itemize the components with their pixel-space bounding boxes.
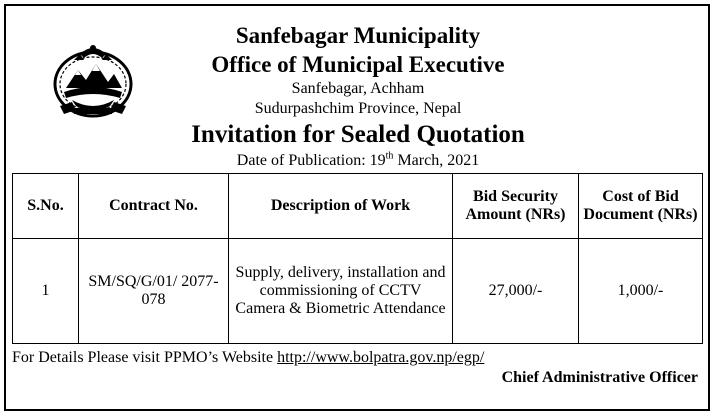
municipality-name: Sanfebagar Municipality (235, 23, 481, 48)
column-header-document-cost: Cost of Bid Document (NRs) (579, 174, 703, 239)
column-header-contract-no: Contract No. (79, 174, 229, 239)
quotation-table (12, 173, 703, 344)
office-name: Office of Municipal Executive (211, 52, 505, 77)
publication-date (0, 150, 716, 169)
details-note (12, 349, 484, 367)
cell-bid-security: 27,000/- (453, 239, 579, 344)
column-header-sno: S.No. (13, 174, 79, 239)
cell-sno: 1 (13, 239, 79, 344)
column-header-bid-security: Bid Security Amount (NRs) (453, 174, 579, 239)
ppmo-website-link[interactable]: http://www.bolpatra.gov.np/egp/ (277, 349, 485, 366)
office-location: Sanfebagar, Achham (291, 80, 425, 97)
notice-title: Invitation for Sealed Quotation (191, 121, 525, 148)
signatory: Chief Administrative Officer (501, 369, 698, 386)
cell-document-cost: 1,000/- (579, 239, 703, 344)
column-header-description: Description of Work (229, 174, 453, 239)
table-header-row (13, 174, 703, 239)
cell-contract-no: SM/SQ/G/01/ 2077-078 (79, 239, 229, 344)
publication-date-suffix: March, 2021 (393, 152, 480, 169)
publication-date-prefix: Date of Publication: 19 (236, 152, 386, 169)
details-prefix: For Details Please visit PPMO’s Website (12, 349, 278, 366)
office-province: Sudurpashchim Province, Nepal (254, 100, 462, 117)
cell-description: Supply, delivery, installation and commissioning of CCTV Camera & Biometric Attendance (229, 239, 453, 344)
table-row (13, 239, 703, 344)
publication-date-ordinal: th (385, 150, 394, 162)
